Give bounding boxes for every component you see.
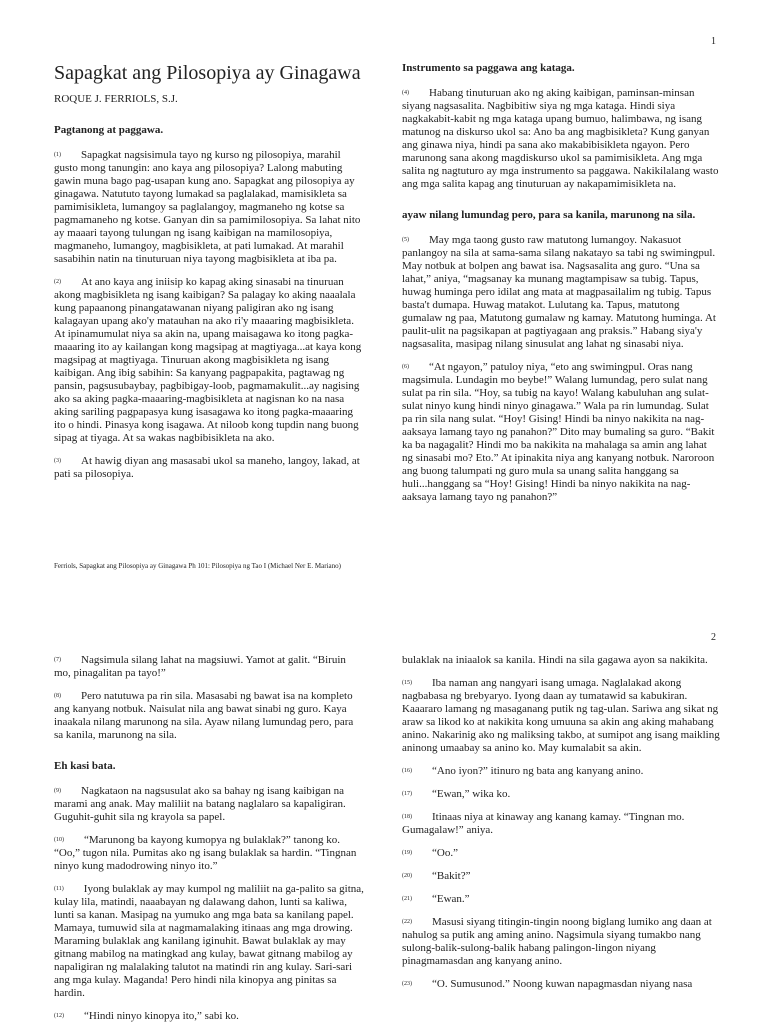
section-heading: Eh kasi bata. <box>54 760 116 772</box>
paragraph: $^{(9)}$ Nagkataon na nagsusulat ako sa bahay ng isang kaibigan na marami ang anak. May maliliit na batang naglalaro sa kapaligiran. Guguhit-guhit sila ng krayola sa papel. <box>54 785 346 823</box>
paragraph: $^{(17)}$ “Ewan,” wika ko. <box>402 788 511 800</box>
paragraph: $^{(20)}$ “Bakit?” <box>402 870 471 882</box>
document-title: Sapagkat ang Pilosopiya ay Ginagawa <box>54 62 361 84</box>
section-heading: Instrumento sa paggawa ang kataga. <box>402 62 575 74</box>
paragraph: $^{(3)}$ At hawig diyan ang masasabi ukol sa maneho, langoy, lakad, at pati sa pilosopiya. <box>54 455 360 480</box>
paragraph-number: (1) <box>54 152 61 158</box>
paragraph: $^{(11)}$ Iyong bulaklak ay may kumpol ng maliliit na ga-palito sa gitna, kulay lila, matindi, naaabayan ng dalawang dahon, lunti sa kaliwa, lunti sa kanan. Masipag na yumuko ang mga bata sa kanilang papel. Mamaya, tumuwid sila at nagmamalaking itinaas ang mga drowing. Maraming bulaklak ang kanilang iginuhit. Bawat bulaklak ay may gitnang mabilog na matingkad ang kulay, bawat gitnang mabilog ay napaligiran ng malalaking talutot na matindi rin ang kulay. Sari-sari ang mga kulay. Maganda! Pero hindi nila kinopya ang pinitas sa hardin. <box>54 883 364 999</box>
footer: Ferriols, Sapagkat ang Pilosopiya ay Ginagawa Ph 101: Pilosopiya ng Tao I (Michael Ner E. Mariano) <box>54 562 341 570</box>
right-column <box>402 62 720 514</box>
paragraph: $^{(19)}$ “Oo.” <box>402 847 458 859</box>
paragraph: $^{(21)}$ “Ewan.” <box>402 893 470 905</box>
paragraph-number: (5) <box>402 237 409 243</box>
paragraph: $^{(2)}$ At ano kaya ang iniisip ko kapag aking sinasabi na tinuruan akong magbisikleta ng isang kaibigan? Sa palagay ko aking naaalala kung papaanong pinangatawanan niyang paligiran ako ng isang kalagayan upang ako'y matauhan na ako ri'y maaaring magbisikleta. At ipinamumulat niya sa akin na, upang maisagawa ko itong pagka-maaaring ito ay kailangan kong magsipag at magtiyaga...at kaya kong magsipag at magtiyaga. Tinuruan akong magbisikleta ng isang kaibigan. Ang ibig sabihin: Sa kanyang pagpapakita, pagtawag ng pansin, pagsusubaybay, pagbibigay-loob, pagmamakulit...ay nagising ako sa aking pagka-maaaring-magbisikleta at nagisnan ko na nasa aking sariling pagpapasya kung isasagawa ko itong pagka-maaaring ito o hindi. Pinasya kong isagawa. At niloob kong tupdin nang buong sipag at tiyaga. At sa wakas nagbibisikleta na ako. <box>54 276 362 444</box>
left-column <box>54 654 364 1033</box>
paragraph-number: (4) <box>402 90 409 96</box>
paragraph: $^{(6)}$ “At ngayon,” patuloy niya, “eto ang swimingpul. Oras nang magsimula. Lundagin mo beybe!” Walang lumundag, pero sulat nang sulat pa rin sila. “Hoy, sa tubig na kayo! Walang kabuluhan ang sulat-sulat ninyo kung hindi ninyo ginagawa.” Wala pa rin lumundag. Sulat pa rin sila nang sulat. “Hoy! Gising! Hindi ba ninyo nakikita na nag-aaksaya lamang tayo ng panahon?” Dito may bumaling sa guro. “Bakit ka ba nagagalit? Hindi mo ba nakikita na mahalaga sa amin ang lahat ng sinasabi mo? Eto.” At ipinakita niya ang kanyang notbuk. Naroroon ang buong talumpati ng guro mula sa unang salita hanggang sa huli...hanggang sa “Hoy! Gising! Hindi ba ninyo nakikita na nag-aaksaya lamang tayo ng panahon?” <box>402 361 715 503</box>
paragraph: $^{(23)}$ “O. Sumusunod.” Noong kuwan napagmasdan niyang nasa <box>402 978 693 990</box>
paragraph: $^{(5)}$ May mga taong gusto raw matutong lumangoy. Nakasuot panlangoy na sila at sama-sama silang nakatayo sa tabi ng swimingpul. May notbuk at bolpen ang bawat isa. Nagsasalita ang guro. “Una sa lahat,” aniya, “magsanay ka munang magtampisaw sa tubig. Tapus, huwag huminga pero idilat ang mata at magpasailalim ng tubig. Tapus basta't dumapa. Huwag matakot. Lulutang ka. Tapus, matutong gumalaw ng paa, Matutong gumalaw ng kamay. Matutong huminga. At paulit-ulit na pagsikapan at pagtiyagaan ang praksis.” Habang siya'y nagsasalita, masipag nilang sinusulat ang lahat ng sinasabi niya. <box>402 234 716 350</box>
page-2 <box>0 620 768 1024</box>
paragraph-number: (6) <box>402 364 409 370</box>
paragraph-number: (3) <box>54 458 61 464</box>
paragraph: $^{(8)}$ Pero natutuwa pa rin sila. Masasabi ng bawat isa na kompleto ang kanyang notbuk. Naisulat nila ang bawat sinabi ng guro. Kaya inaakala nilang marunong na sila. Ayaw nilang lumundag pero, para sa kanila, marunong na sila. <box>54 690 354 741</box>
left-column <box>54 62 364 491</box>
paragraph: $^{(22)}$ Masusi siyang titingin-tingin noong biglang lumiko ang daan at nahulog sa putik ang aming anino. Nagsimula siyang tumakbo nang sulong-balik-sulong-balik habang palingon-lingon niyang pinagmamasdan ang kanyang anino. <box>402 916 712 967</box>
paragraph: $^{(12)}$ “Hindi ninyo kinopya ito,” sabi ko. <box>54 1010 239 1022</box>
page-number: 2 <box>711 632 716 643</box>
right-column <box>402 654 720 1001</box>
paragraph-number: (2) <box>54 279 61 285</box>
page-number: 1 <box>711 36 716 47</box>
paragraph: $^{(7)}$ Nagsimula silang lahat na magsiuwi. Yamot at galit. “Biruin mo, pinagalitan pa tayo!” <box>54 654 346 679</box>
paragraph: $^{(16)}$ “Ano iyon?” itinuro ng bata ang kanyang anino. <box>402 765 644 777</box>
paragraph: bulaklak na iniaalok sa kanila. Hindi na sila gagawa ayon sa nakikita. <box>402 654 708 666</box>
section-heading: ayaw nilang lumundag pero, para sa kanila, marunong na sila. <box>402 209 696 221</box>
section-heading: Pagtanong at paggawa. <box>54 124 164 136</box>
paragraph: $^{(15)}$ Iba naman ang nangyari isang umaga. Naglalakad akong nagbabasa ng brebyaryo. Iyong daan ay tumatawid sa kabukiran. Kaaararo lamang ng masaganang putik ng tag-ulan. Sariwa ang sikat ng araw sa likod ko at nakikita kong umuuna sa akin ang aking mahabang anino. Nakarinig ako ng maliksing takbo, at sumipot ang isang maikling aninong umaabay sa anino ko. May kumalabit sa akin. <box>402 677 720 754</box>
paragraph: $^{(1)}$ Sapagkat nagsisimula tayo ng kurso ng pilosopiya, marahil gusto mong tanungin: ano kaya ang pilosopiya? Lalong mabuting gawin muna bago pag-usapan kung ano. Sapagkat ang pilosopiya ay ginagawa. Natututo tayong lumakad sa paglalakad, mamisikleta sa pamimisikleta, lumangoy sa paglalangoy, magmaneho ng kotse sa pagmamaneho ng kotse. Ganyan din sa pamimilosopiya. Sa lahat nito ay maaari tayong tulungan ng isang kaibigan na mamilosopiya, magmaneho, lumangoy, magbisikleta, at pati lumakad. At marahil sasabihin natin na tinuturuan niya tayong magbisikleta at iba pa. <box>54 149 361 265</box>
paragraph: $^{(10)}$ “Marunong ba kayong kumopya ng bulaklak?” tanong ko. “Oo,” tugon nila. Pumitas ako ng isang bulaklak sa hardin. “Tingnan ninyo kung madodrowing ninyo ito.” <box>54 834 357 872</box>
paragraph: $^{(18)}$ Itinaas niya at kinaway ang kanang kamay. “Tingnan mo. Gumagalaw!” aniya. <box>402 811 685 836</box>
author: ROQUE J. FERRIOLS, S.J. <box>54 93 178 105</box>
paragraph: $^{(4)}$ Habang tinuturuan ako ng aking kaibigan, paminsan-minsan siyang nagsasalita. Nagbibitiw siya ng mga kataga. Hindi siya nagkakabit-kabit ng mga kataga upang bumuo, halimbawa, ng isang matunog na diskurso ukol sa: Ano ba ang magbisikleta? Kung ganyan ang ginawa niya, hindi pa sana ako makabibisikleta ngayon. Pero marunong sana akong magdiskurso ukol sa pamimisikleta. Ang mga salita ng nagtuturo ay mga instrumento sa paggawa. Nakikilalang wasto ang mga salita kapag ang tinuturuan ay nakapamimisikleta na. <box>402 87 719 190</box>
